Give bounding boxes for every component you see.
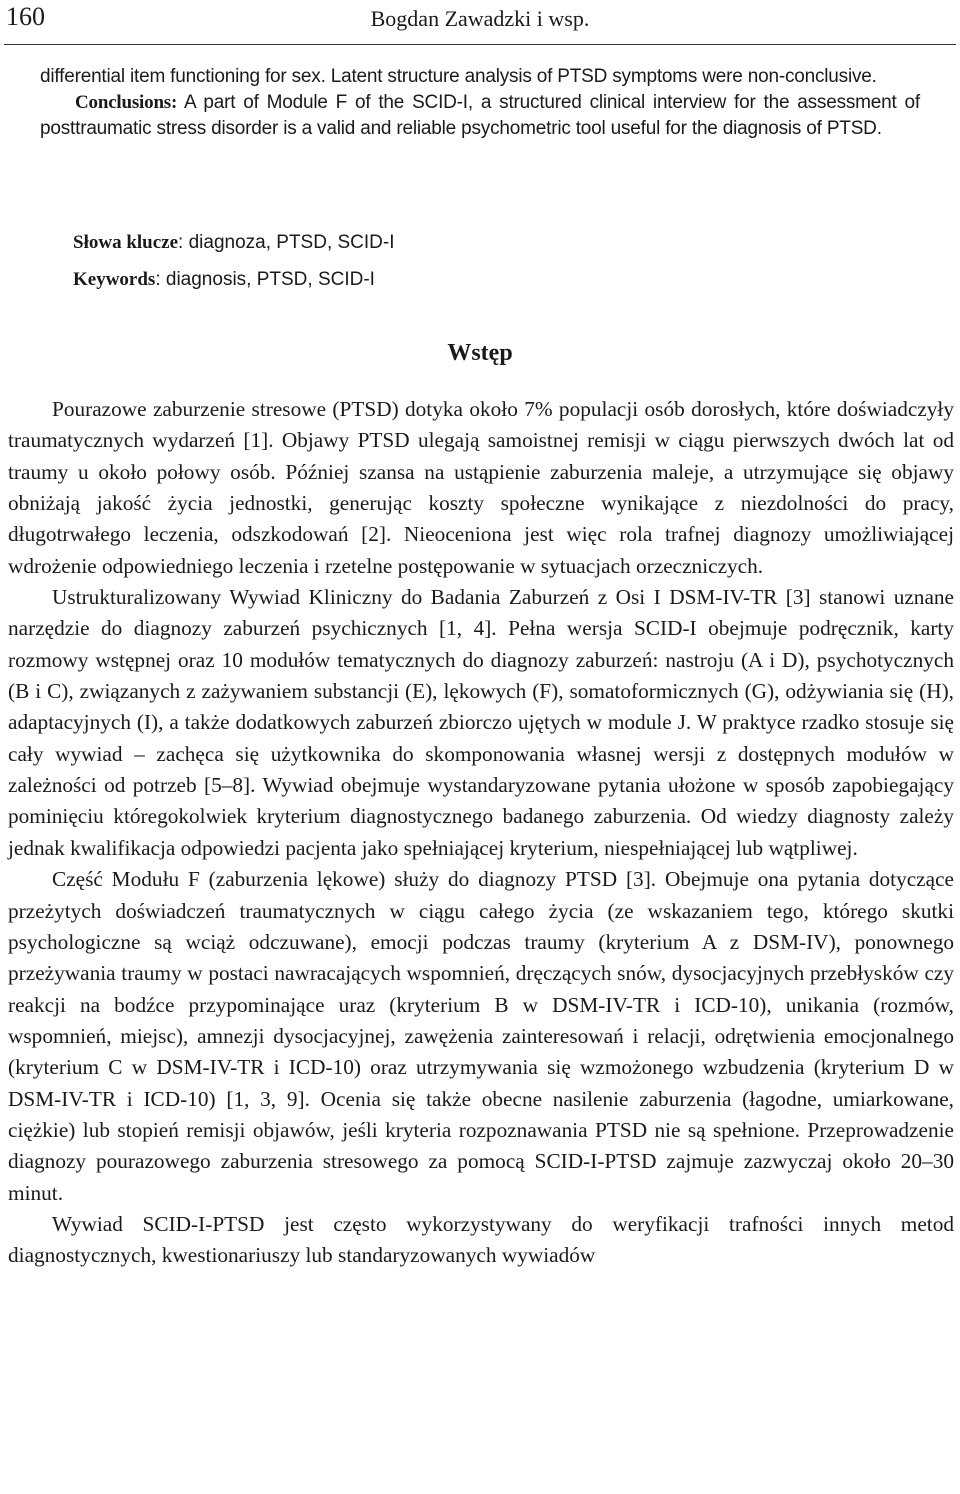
conclusions-label: Conclusions: bbox=[75, 92, 178, 113]
keywords-english-text: : diagnosis, PTSD, SCID-I bbox=[155, 269, 375, 290]
body-paragraph-3: Część Modułu F (zaburzenia lękowe) służy do diagnozy PTSD [3]. Obejmuje ona pytania dotyczące przeżytych doświadczeń traumatycznych w ciągu całego życia (ze wskazaniem tego, którego skutki psychologiczne są wciąż odczuwane), emocji podczas traumy (kryterium A z DSM-IV), ponownego przeżywania traumy w postaci nawracających wspomnień, dręczących snów, dysocjacyjnych przebłysków czy reakcji na bodźce przypominające uraz (kryterium B w DSM-IV-TR i ICD-10), unikania (rozmów, wspomnień, miejsc), amnezji dysocjacyjnej, zawężenia zainteresowań i relacji, odrętwienia emocjonalnego (kryterium C w DSM-IV-TR i ICD-10) oraz utrzymywania się wzmożonego wzbudzenia (kryterium D w DSM-IV-TR i ICD-10) [1, 3, 9]. Ocenia się także obecne nasilenie zaburzenia (łagodne, umiarkowane, ciężkie) lub stopień remisji objawów, jeśli kryteria rozpoznawania PTSD nie są spełnione. Przeprowadzenie diagnozy pourazowego zaburzenia stresowego za pomocą SCID-I-PTSD zajmuje zazwyczaj około 20–30 minut. bbox=[8, 867, 954, 1205]
conclusions-text: A part of Module F of the SCID-I, a structured clinical interview for the assessment of posttraumatic stress disorder is a valid and reliable psychometric tool useful for the diagnosis of PTSD. bbox=[40, 92, 920, 139]
keywords-english-label: Keywords bbox=[73, 269, 156, 290]
keywords-polish bbox=[73, 230, 395, 256]
running-head: Bogdan Zawadzki i wsp. bbox=[370, 6, 590, 31]
body-paragraph-4: Wywiad SCID-I-PTSD jest często wykorzystywany do weryfikacji trafności innych metod diagnostycznych, kwestionariuszy lub standaryzowanych wywiadów bbox=[8, 1211, 954, 1268]
abstract-block bbox=[40, 64, 920, 142]
keywords-polish-text: : diagnoza, PTSD, SCID-I bbox=[178, 232, 395, 253]
body-paragraph-1: Pourazowe zaburzenie stresowe (PTSD) dotyka około 7% populacji osób dorosłych, które doświadczyły traumatycznych wydarzeń [1]. Objawy PTSD ulegają samoistnej remisji w ciągu pierwszych dwóch lat od traumy u około połowy osób. Później szansa na ustąpienie zaburzenia maleje, a utrzymujące się objawy obniżają jakość życia jednostki, generując koszty społeczne wynikające z niezdolności do pracy, długotrwałego leczenia, odszkodowań [2]. Nieoceniona jest więc rola trafnej diagnozy umożliwiającej wdrożenie odpowiedniego leczenia i rzetelne postępowanie w sytuacjach orzeczniczych. bbox=[8, 397, 954, 578]
header-divider bbox=[4, 44, 956, 45]
abstract-conclusions bbox=[40, 90, 920, 142]
page-header bbox=[0, 0, 960, 46]
section-heading: Wstęp bbox=[447, 340, 513, 366]
abstract-results-tail: differential item functioning for sex. Latent structure analysis of PTSD symptoms were non-conclusive. bbox=[40, 66, 877, 87]
keywords-english bbox=[73, 267, 375, 293]
body-text bbox=[8, 394, 954, 1272]
page-number: 160 bbox=[6, 2, 45, 31]
body-paragraph-2: Ustrukturalizowany Wywiad Kliniczny do Badania Zaburzeń z Osi I DSM-IV-TR [3] stanowi uznane narzędzie do diagnozy zaburzeń psychicznych [1, 4]. Pełna wersja SCID-I obejmuje podręcznik, karty rozmowy wstępnej oraz 10 modułów tematycznych do diagnozy zaburzeń: nastroju (A i D), psychotycznych (B i C), związanych z zażywaniem substancji (E), lękowych (F), somatoformicznych (G), odżywiania się (H), adaptacyjnych (I), a także dodatkowych zaburzeń zbiorczo ujętych w module J. W praktyce rzadko stosuje się cały wywiad – zachęca się użytkownika do skomponowania własnej wersji z dostępnych modułów w zależności od potrzeb [5–8]. Wywiad obejmuje wystandaryzowane pytania ułożone w sposób zapobiegający pominięciu któregokolwiek kryterium diagnostycznego badanego zaburzenia. Od wiedzy diagnosty zależy jednak kwalifikacja odpowiedzi pacjenta jako spełniającej kryterium, niespełniającej lub wątpliwej. bbox=[8, 585, 954, 860]
keywords-polish-label: Słowa klucze bbox=[73, 232, 179, 253]
